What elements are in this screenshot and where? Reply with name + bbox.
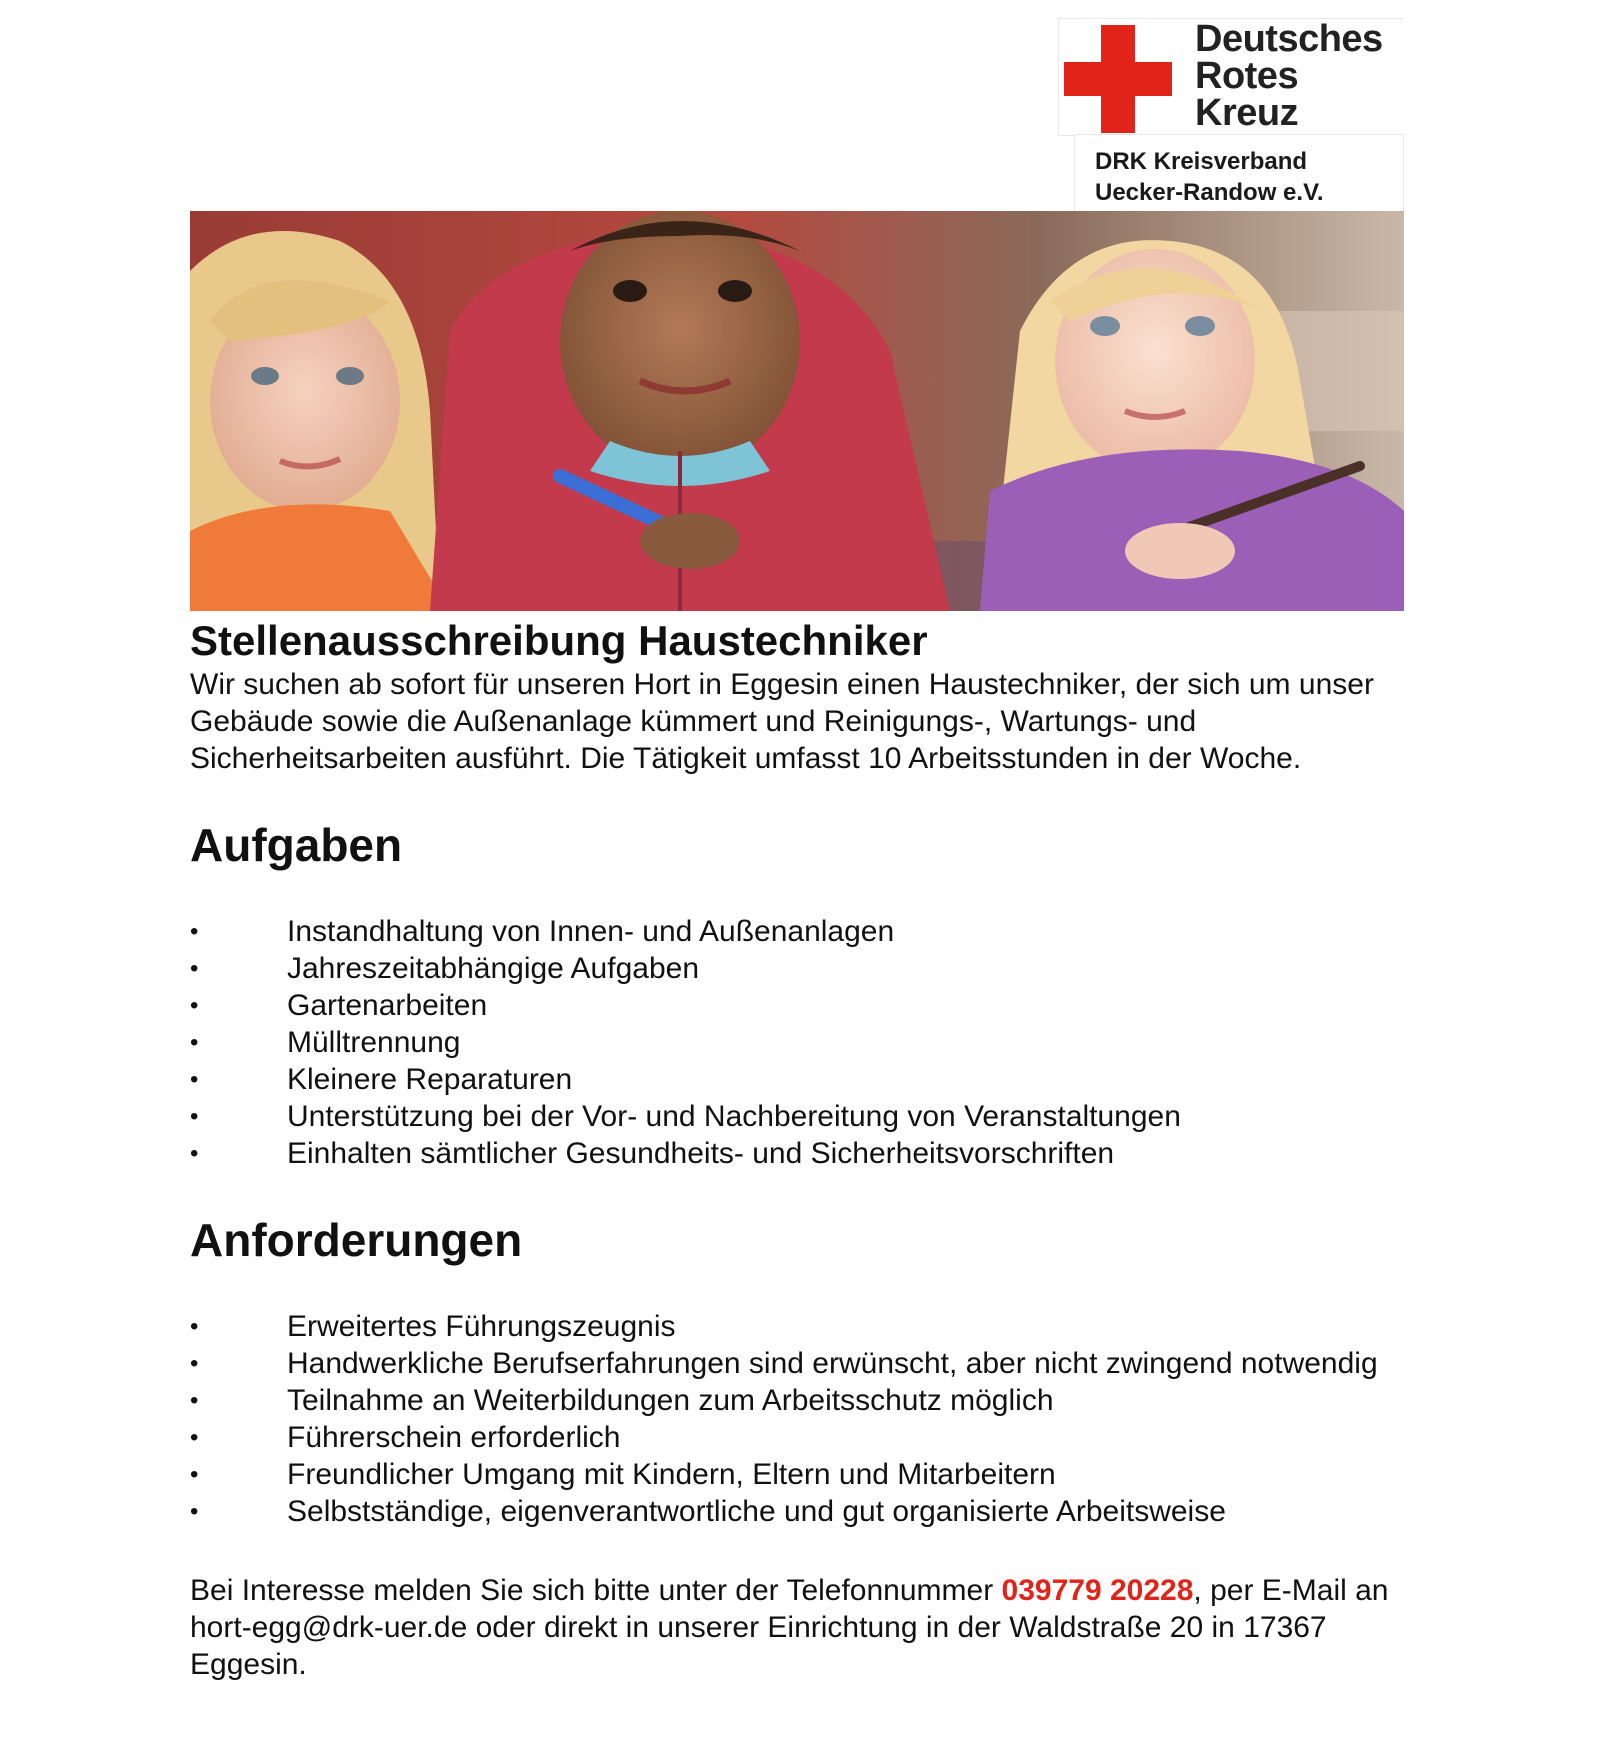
- task-text: Mülltrennung: [287, 1026, 461, 1059]
- list-item: [190, 1456, 1420, 1493]
- list-item: [190, 1098, 1420, 1135]
- task-text: Unterstützung bei der Vor- und Nachbereitung von Veranstaltungen: [287, 1100, 1181, 1133]
- task-text: Einhalten sämtlicher Gesundheits- und Sicherheitsvorschriften: [287, 1137, 1115, 1170]
- bullet-icon: •: [190, 1387, 199, 1414]
- list-item: [190, 1419, 1420, 1456]
- requirements-heading: Anforderungen: [190, 1214, 523, 1266]
- bullet-icon: •: [190, 955, 199, 982]
- intro-paragraph: Wir suchen ab sofort für unseren Hort in Eggesin einen Haustechniker, der sich um unser Gebäude sowie die Außenanlage kümmert und Reinigungs-, Wartungs- und Sicherheitsarbeiten ausführt. Die Tätigkeit umfasst 10 Arbeitsstunden in der Woche.: [190, 668, 1374, 775]
- task-text: Instandhaltung von Innen- und Außenanlagen: [287, 915, 895, 948]
- contact-text-start: Bei Interesse melden Sie sich bitte unter der Telefonnummer: [190, 1574, 1002, 1607]
- bullet-icon: •: [190, 992, 199, 1019]
- list-item: [190, 1135, 1420, 1172]
- branch-line-2: Uecker-Randow e.V.: [1095, 179, 1324, 206]
- tasks-list: [190, 913, 1420, 1172]
- drk-logo: [1058, 18, 1404, 136]
- requirements-list: [190, 1308, 1420, 1530]
- bullet-icon: •: [190, 1140, 199, 1167]
- children-photo: [190, 211, 1404, 611]
- requirement-text: Freundlicher Umgang mit Kindern, Eltern und Mitarbeitern: [287, 1458, 1056, 1491]
- page-title: Stellenausschreibung Haustechniker: [190, 617, 928, 664]
- requirement-text: Handwerkliche Berufserfahrungen sind erwünscht, aber nicht zwingend notwendig: [287, 1347, 1378, 1380]
- branch-line-1: DRK Kreisverband: [1095, 148, 1308, 175]
- task-text: Kleinere Reparaturen: [287, 1063, 573, 1096]
- job-posting: [190, 616, 1420, 1713]
- children-photo-illustration: [190, 211, 1404, 611]
- logo-line-1: Deutsches: [1195, 18, 1383, 60]
- bullet-icon: •: [190, 1498, 199, 1525]
- bullet-icon: •: [190, 1066, 199, 1093]
- list-item: [190, 913, 1420, 950]
- requirement-text: Selbstständige, eigenverantwortliche und gut organisierte Arbeitsweise: [287, 1495, 1226, 1528]
- requirement-text: Erweitertes Führungszeugnis: [287, 1310, 676, 1343]
- task-text: Gartenarbeiten: [287, 989, 488, 1022]
- bullet-icon: •: [190, 1461, 199, 1488]
- list-item: [190, 1308, 1420, 1345]
- list-item: [190, 1061, 1420, 1098]
- bullet-icon: •: [190, 1313, 199, 1340]
- list-item: [190, 1345, 1420, 1382]
- logo-line-3: Kreuz: [1195, 92, 1299, 134]
- list-item: [190, 1493, 1420, 1530]
- list-item: [190, 950, 1420, 987]
- drk-branch-label: [1074, 134, 1404, 211]
- bullet-icon: •: [190, 1029, 199, 1056]
- contact-text-end: , per E-Mail an hort-egg@drk-uer.de oder direkt in unserer Einrichtung in der Waldstraße 20 in 17367 Eggesin.: [190, 1574, 1389, 1681]
- list-item: [190, 987, 1420, 1024]
- red-cross-icon: [1064, 25, 1172, 133]
- list-item: [190, 1382, 1420, 1419]
- task-text: Jahreszeitabhängige Aufgaben: [287, 952, 700, 985]
- tasks-heading: Aufgaben: [190, 819, 403, 871]
- phone-number[interactable]: 039779 20228: [1001, 1574, 1194, 1607]
- list-item: [190, 1024, 1420, 1061]
- contact-paragraph: [190, 1572, 1410, 1683]
- bullet-icon: •: [190, 1103, 199, 1130]
- logo-wordmark: [1195, 18, 1383, 134]
- bullet-icon: •: [190, 1350, 199, 1377]
- bullet-icon: •: [190, 1424, 199, 1451]
- bullet-icon: •: [190, 918, 199, 945]
- requirement-text: Teilnahme an Weiterbildungen zum Arbeitsschutz möglich: [287, 1384, 1054, 1417]
- requirement-text: Führerschein erforderlich: [287, 1421, 621, 1454]
- logo-line-2: Rotes: [1195, 55, 1299, 97]
